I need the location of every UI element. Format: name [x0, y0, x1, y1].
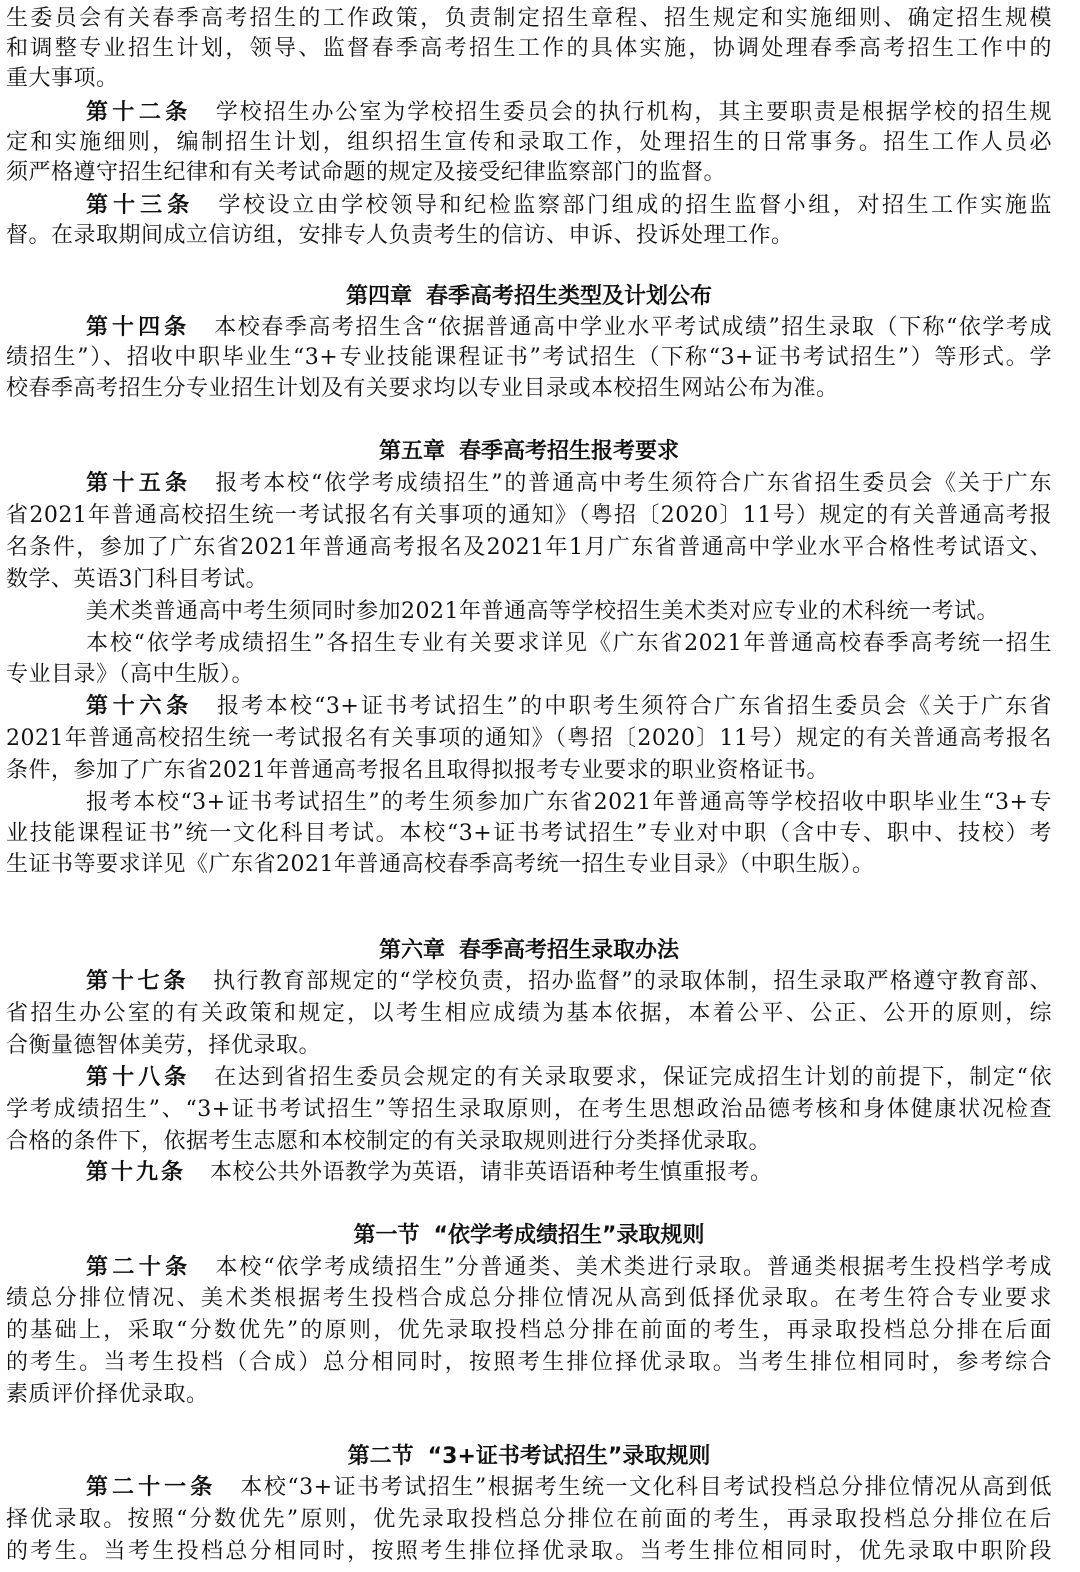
paragraph-line: 美术类普通高中考生须同时参加2021年普通高等学校招生美术类对应专业的术科统一考试。 — [86, 599, 999, 624]
paragraph-line: 生证书等要求详见《广东省2021年普通高校春季高考统一招生专业目录》（中职生版）。 — [6, 852, 875, 877]
article-text: 本校春季高考招生含“依据普通高中学业水平考试成绩”招生录取（下称“依学考成 — [214, 315, 1052, 340]
paragraph-line: 督。在录取期间成立信访组，安排专人负责考生的信访、申诉、投诉处理工作。 — [6, 223, 794, 248]
article-label: 第二十一条 — [86, 1475, 217, 1500]
paragraph-line: 素质评价择优录取。 — [6, 1382, 209, 1407]
article-label: 第二十条 — [86, 1255, 192, 1280]
article-12-line — [86, 98, 1052, 128]
article-label: 第十九条 — [86, 1160, 187, 1185]
paragraph-line: 本校“依学考成绩招生”各招生专业有关要求详见《广东省2021年普通高校春季高考统一招生 — [86, 631, 1052, 656]
paragraph-line: 的考生。当考生投档（合成）总分相同时，按照考生排位择优录取。当考生排位相同时，参考综合 — [6, 1350, 1052, 1375]
chapter-title: 春季高考招生录取办法 — [459, 938, 680, 963]
article-14-line — [86, 313, 1052, 343]
paragraph-line: 绩总分排位情况、美术类根据考生投档合成总分排位情况从高到低择优录取。在考生符合专业要求 — [6, 1286, 1052, 1311]
article-label: 第十三条 — [86, 193, 195, 218]
chapter-4-heading — [6, 281, 1052, 313]
paragraph-line: 校春季高考招生分专业招生计划及有关要求均以专业目录或本校招生网站公布为准。 — [6, 376, 839, 401]
paragraph-line: 定和实施细则，编制招生计划，组织招生宣传和录取工作，处理招生的日常事务。招生工作人员必 — [6, 130, 1052, 155]
paragraph-line: 须严格遵守招生纪律和有关考试命题的规定及接受纪律监察部门的监督。 — [6, 160, 727, 185]
chapter-title: 春季高考招生报考要求 — [459, 439, 680, 464]
paragraph-line: 省2021年普通高校招生统一考试报名有关事项的通知》（粤招〔2020〕11号）规定的有关普通高考报 — [6, 503, 1052, 528]
paragraph-line: 的考生。当考生投档总分相同时，按照考生排位择优录取。当考生排位相同时，优先录取中职阶段 — [6, 1539, 1052, 1564]
chapter-6-heading — [6, 935, 1052, 967]
paragraph-line: 重大事项。 — [6, 66, 119, 91]
article-label: 第十五条 — [86, 471, 192, 496]
paragraph-line: 省招生办公室的有关政策和规定，以考生相应成绩为基本依据，本着公平、公正、公开的原则，综 — [6, 1001, 1052, 1026]
article-label: 第十六条 — [86, 694, 194, 719]
article-17-line — [86, 967, 1052, 997]
article-18-line — [86, 1063, 1052, 1093]
article-text: 执行教育部规定的“学校负责，招办监督”的录取体制，招生录取严格遵守教育部、 — [213, 969, 1052, 994]
article-21-line — [86, 1473, 1052, 1503]
article-label: 第十七条 — [86, 969, 190, 994]
section-number: 第一节 — [353, 1223, 420, 1248]
section-2-heading — [6, 1441, 1052, 1473]
paragraph-line: 学考成绩招生”、“3+证书考试招生”等招生录取原则，在考生思想政治品德考核和身体健康状况检查 — [6, 1097, 1052, 1122]
paragraph-line: 业技能课程证书”统一文化科目考试。本校“3+证书考试招生”专业对中职（含中专、职中、技校）考 — [6, 821, 1052, 846]
chapter-title: 春季高考招生类型及计划公布 — [426, 284, 713, 309]
paragraph-line: 合格的条件下，依据考生志愿和本校制定的有关录取规则进行分类择优录取。 — [6, 1129, 772, 1154]
section-1-heading — [6, 1220, 1052, 1252]
paragraph-line: 择优录取。按照“分数优先”原则，优先录取投档总分排位在前面的考生，再录取投档总分排位在后 — [6, 1507, 1052, 1532]
article-text: 本校“依学考成绩招生”分普通类、美术类进行录取。普通类根据考生投档学考成 — [215, 1255, 1052, 1280]
paragraph-line: 条件，参加了广东省2021年普通高考报名且取得拟报考专业要求的职业资格证书。 — [6, 758, 829, 783]
article-text: 报考本校“依学考成绩招生”的普通高中考生须符合广东省招生委员会《关于广东 — [215, 471, 1052, 496]
paragraph-line: 绩招生”）、招收中职毕业生“3+专业技能课程证书”考试招生（下称“3+证书考试招生”）等形式。学 — [6, 345, 1052, 370]
article-text: 报考本校“3+证书考试招生”的中职考生须符合广东省招生委员会《关于广东省 — [217, 694, 1052, 719]
article-13-line — [86, 191, 1052, 221]
chapter-number: 第六章 — [378, 938, 445, 963]
article-text: 在达到省招生委员会规定的有关录取要求，保证完成招生计划的前提下，制定“依 — [214, 1065, 1052, 1090]
article-19-line — [86, 1158, 1052, 1188]
section-title: “3+证书考试招生”录取规则 — [427, 1444, 711, 1469]
article-text: 学校招生办公室为学校招生委员会的执行机构，其主要职责是根据学校的招生规 — [215, 100, 1052, 125]
paragraph-line: 名条件，参加了广东省2021年普通高考报名及2021年1月广东省普通高中学业水平合格性考试语文、 — [6, 535, 1052, 560]
article-label: 第十八条 — [86, 1065, 191, 1090]
paragraph-line: 和调整专业招生计划，领导、监督春季高考招生工作的具体实施，协调处理春季高考招生工作中的 — [6, 36, 1052, 61]
chapter-5-heading — [6, 436, 1052, 468]
article-16-line — [86, 692, 1052, 722]
section-number: 第二节 — [347, 1444, 414, 1469]
paragraph-line: 数学、英语3门科目考试。 — [6, 567, 268, 592]
paragraph-line: 合衡量德智体美劳，择优录取。 — [6, 1033, 322, 1058]
article-label: 第十二条 — [86, 100, 192, 125]
paragraph-line: 生委员会有关春季高考招生的工作政策，负责制定招生章程、招生规定和实施细则、确定招生规模 — [6, 6, 1052, 31]
article-text: 学校设立由学校领导和纪检监察部门组成的招生监督小组，对招生工作实施监 — [218, 193, 1052, 218]
article-label: 第十四条 — [86, 315, 191, 340]
article-15-line — [86, 469, 1052, 499]
paragraph-line: 专业目录》（高中生版）。 — [6, 662, 255, 687]
paragraph-line: 2021年普通高校招生统一考试报名有关事项的通知》（粤招〔2020〕11号）规定的有关普通高考报名 — [6, 726, 1052, 751]
paragraph-line: 报考本校“3+证书考试招生”的考生须参加广东省2021年普通高等学校招收中职毕业生“3+专 — [86, 790, 1052, 815]
article-text: 本校公共外语教学为英语，请非英语语种考生慎重报考。 — [210, 1160, 773, 1185]
section-title: “依学考成绩招生”录取规则 — [433, 1223, 705, 1248]
article-text: 本校“3+证书考试招生”根据考生统一文化科目考试投档总分排位情况从高到低 — [240, 1475, 1052, 1500]
chapter-number: 第五章 — [378, 439, 445, 464]
article-20-line — [86, 1253, 1052, 1283]
chapter-number: 第四章 — [345, 284, 412, 309]
paragraph-line: 的基础上，采取“分数优先”的原则，优先录取投档总分排在前面的考生，再录取投档总分排在后面 — [6, 1318, 1052, 1343]
